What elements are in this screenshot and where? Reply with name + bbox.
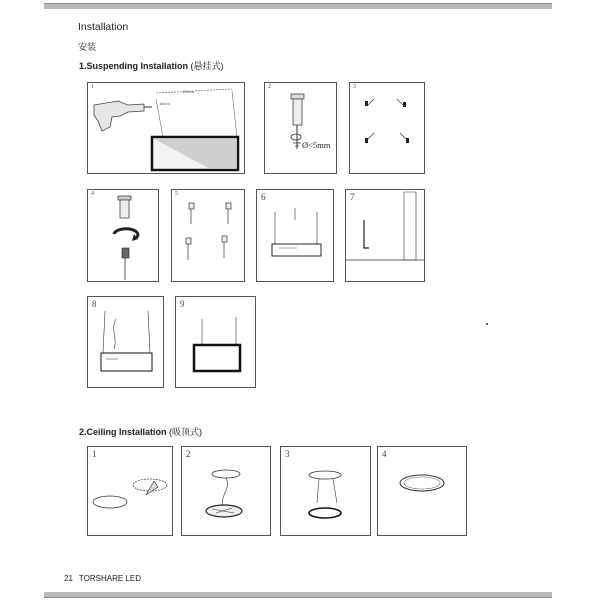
step-number: 8	[92, 299, 97, 309]
connect-driver-illustration	[182, 447, 270, 535]
cut-ceiling-hole-illustration	[88, 447, 172, 535]
step-2-panel	[264, 82, 337, 174]
section2-heading	[79, 425, 202, 438]
page-subtitle: 安装	[78, 42, 97, 52]
finished-panel-illustration	[176, 297, 255, 387]
bottom-rule	[44, 592, 552, 598]
step-number: 2	[268, 84, 271, 90]
step-3-panel	[349, 82, 425, 174]
step-number: 2	[186, 449, 191, 459]
step-number: 3	[353, 84, 356, 90]
step-number: 5	[175, 191, 178, 197]
connect-wiring-illustration	[88, 297, 163, 387]
ceiling-frame-illustration	[346, 190, 424, 281]
step-number: 4	[91, 191, 94, 197]
step-number: 6	[261, 192, 266, 202]
svg-text:60cm: 60cm	[160, 101, 170, 106]
step-8-panel	[87, 296, 164, 388]
section2-heading-cn: (吸顶式)	[169, 427, 203, 437]
step-number: 1	[91, 84, 94, 90]
stray-mark	[486, 323, 488, 325]
drill-ceiling-illustration	[88, 83, 244, 173]
step-4-panel	[87, 189, 159, 282]
insert-fixture-illustration	[281, 447, 370, 535]
screw-diameter-label: Ø<5mm	[302, 140, 331, 150]
step-6-panel	[256, 189, 334, 282]
svg-text:120cm: 120cm	[182, 89, 195, 94]
step-9-panel	[175, 296, 256, 388]
section1-heading-cn: (悬挂式)	[190, 61, 224, 71]
page-number: 21	[64, 574, 73, 583]
anchor-screw-illustration	[265, 83, 336, 173]
section1-heading-text: 1.Suspending Installation	[79, 61, 189, 71]
brand-name: TORSHARE LED	[78, 574, 141, 583]
ceiling-step-4-panel	[377, 446, 467, 536]
step-5-panel	[171, 189, 245, 282]
top-rule	[44, 3, 552, 9]
page-footer	[64, 574, 141, 583]
step-number: 3	[285, 449, 290, 459]
section2-heading-text: 2.Ceiling Installation	[79, 427, 167, 437]
ceiling-step-1-panel	[87, 446, 173, 536]
ceiling-step-3-panel	[280, 446, 371, 536]
ceiling-step-2-panel	[181, 446, 271, 536]
step-number: 4	[382, 449, 387, 459]
step-1-panel	[87, 82, 245, 174]
section1-heading	[79, 59, 224, 72]
anchor-points-illustration	[350, 83, 424, 173]
step-number: 9	[180, 299, 185, 309]
screw-in-anchor-illustration	[88, 190, 158, 281]
step-7-panel	[345, 189, 425, 282]
page-title: Installation	[78, 21, 129, 33]
finished-downlight-illustration	[378, 447, 466, 535]
attach-panel-illustration	[257, 190, 333, 281]
hanging-wires-illustration	[172, 190, 244, 281]
step-number: 1	[92, 449, 97, 459]
step-number: 7	[350, 192, 355, 202]
